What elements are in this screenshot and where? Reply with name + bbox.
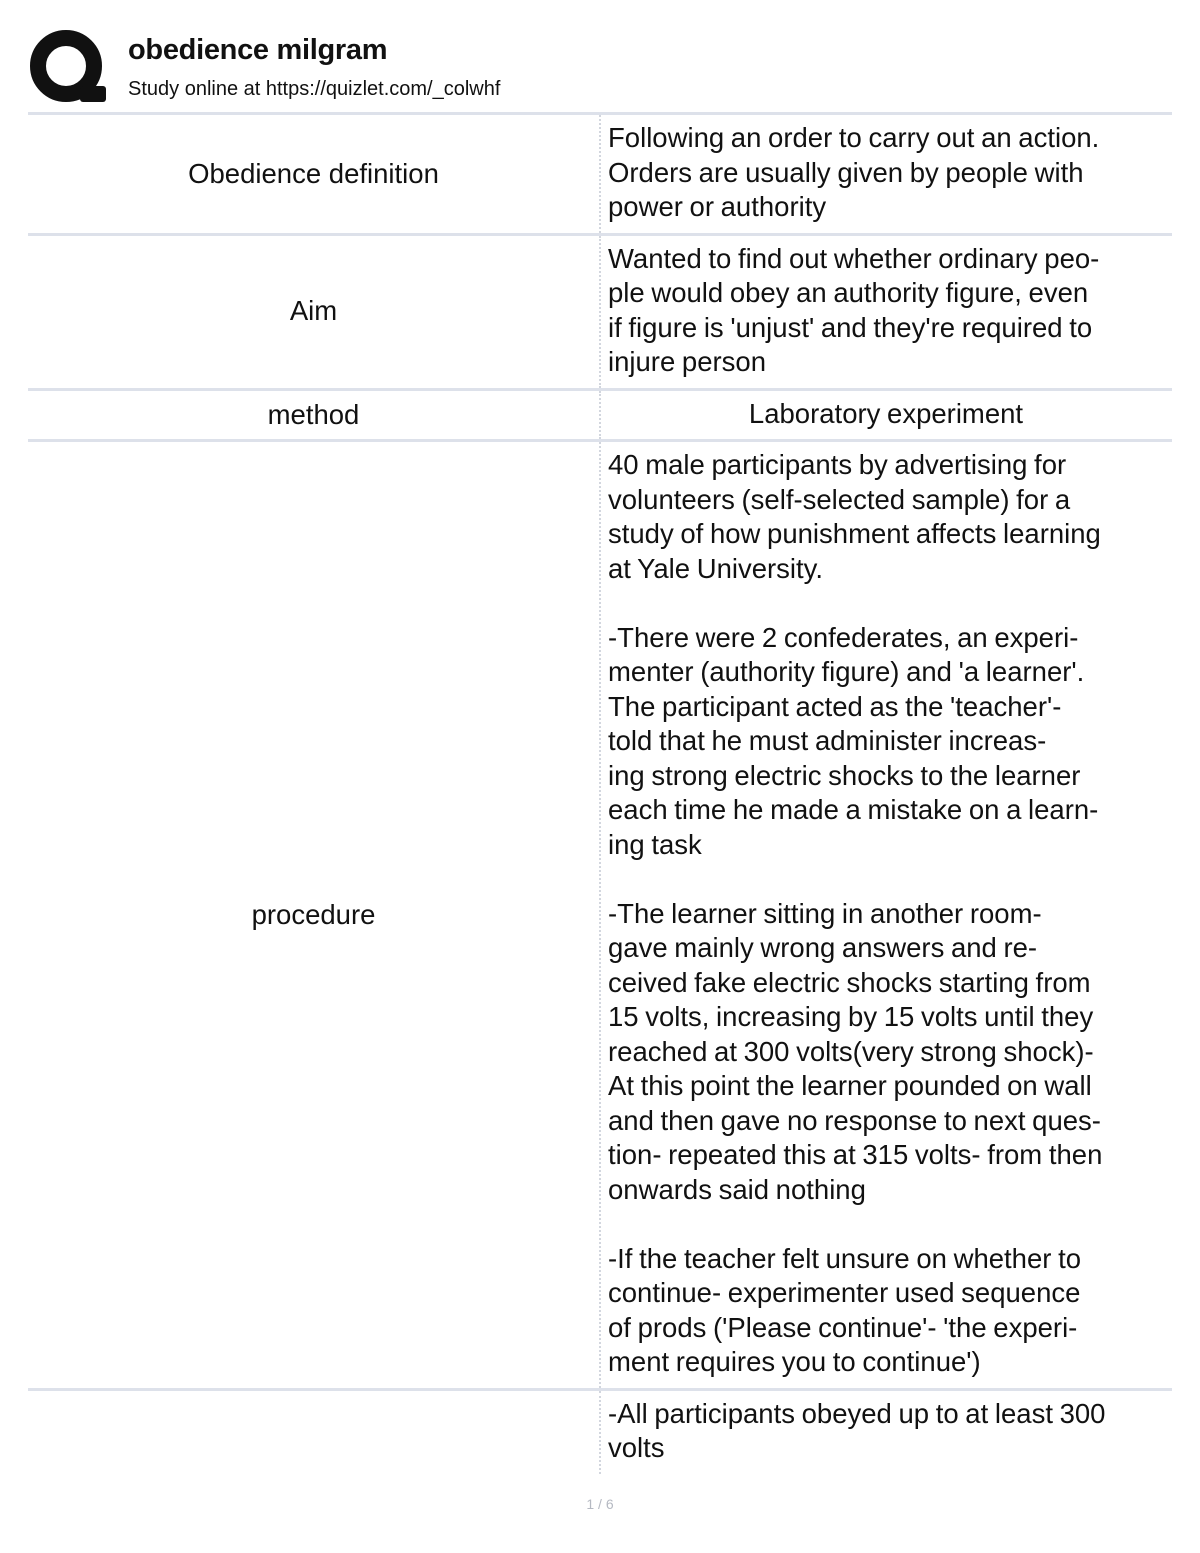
card-definition: Laboratory experiment — [599, 391, 1172, 440]
study-online-link-text: Study online at https://quizlet.com/_colwhf — [128, 78, 501, 100]
card-definition: -All participants obeyed up to at least 300 volts — [599, 1391, 1172, 1474]
flashcard-row — [28, 439, 1172, 1388]
flashcard-row — [28, 388, 1172, 440]
flashcard-row — [28, 233, 1172, 388]
page-number: 1 / 6 — [586, 1496, 614, 1512]
card-term: procedure — [251, 898, 376, 930]
flashcard-table — [28, 112, 1172, 1474]
quizlet-logo-icon — [28, 28, 108, 108]
card-term: Aim — [289, 295, 338, 327]
card-definition: 40 male participants by advertising for volunteers (self-selected sample) for a study of how punishment affects learning at Yale University. -There were 2 confederates, an experi- menter (authority figure) and 'a learner'. The participant acted as the 'teacher'- told that he must administer increas- ing strong electric shocks to the learner each time he made a mistake on a learn- ing task -The learner sitting in another room- gave mainly wrong answers and re- ceived fake electric shocks starting from 15 volts, increasing by 15 volts until they reached at 300 volts(very strong shock)- At this point the learner pounded on wall and then gave no response to next ques- tion- repeated this at 315 volts- from then onwards said nothing -If the teacher felt unsure on whether to continue- experimenter used sequence of prods ('Please continue'- 'the experi- ment requires you to continue') — [599, 442, 1172, 1388]
card-term: Obedience definition — [188, 157, 439, 189]
flashcard-row — [28, 112, 1172, 233]
card-definition: Following an order to carry out an action. Orders are usually given by people with power or authority — [599, 115, 1172, 233]
document-header — [28, 28, 1172, 112]
card-term — [28, 1391, 599, 1474]
flashcard-row — [28, 1388, 1172, 1474]
card-definition: Wanted to find out whether ordinary peo- ple would obey an authority figure, even if figure is 'unjust' and they're required to injure person — [599, 236, 1172, 388]
card-term: method — [267, 398, 360, 430]
document-title: obedience milgram — [128, 34, 388, 66]
